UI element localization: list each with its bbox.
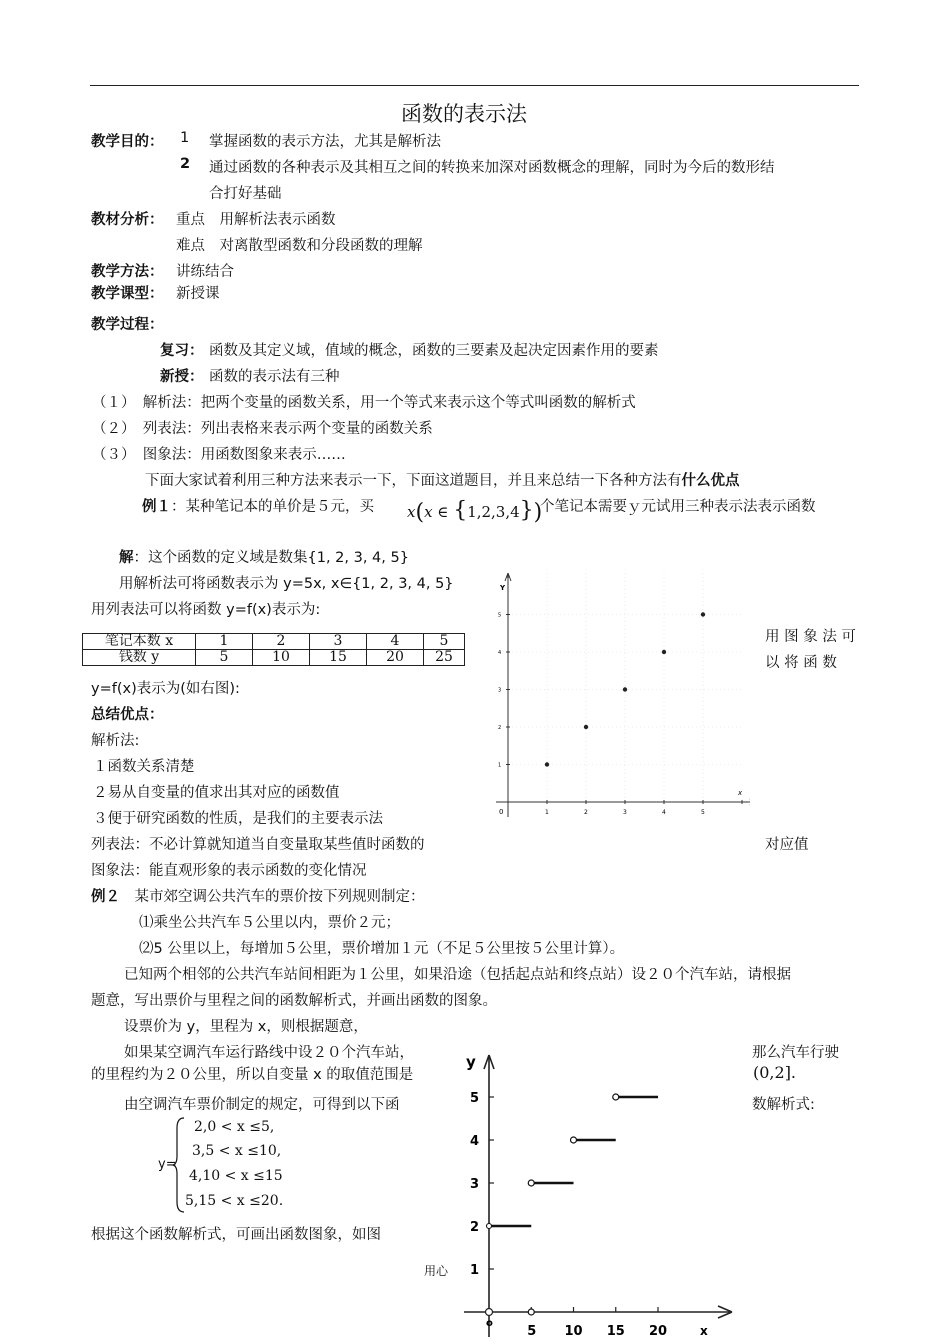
example2-route-a: 如果某空调汽车运行路线中设２０个汽车站， [124, 1045, 414, 1061]
intro-paragraph [145, 469, 740, 490]
summary-graph-method: 图象法：能直观形象的表示函数的变化情况 [91, 863, 367, 879]
summary-table-method-tail: 对应值 [765, 837, 809, 853]
y-tick-label: 5 [498, 612, 502, 619]
method-item-3: （３） 图象法：用函数图象来表示…… [92, 447, 346, 463]
table-cell: 10 [253, 650, 310, 666]
x-tick-label: 15 [606, 1324, 625, 1339]
table-cell: 25 [424, 650, 465, 666]
x-tick-label: 20 [649, 1324, 668, 1339]
goals-label: 教学目的： [91, 134, 164, 150]
origin-label: o [486, 1318, 493, 1329]
x-axis-label: x [700, 1324, 708, 1338]
example1-formula: x(x ∈ {1,2,3,4}) [407, 498, 543, 525]
scatter-point [584, 725, 588, 729]
x-tick-label: 4 [662, 809, 666, 816]
table-cell: 15 [310, 650, 367, 666]
example2-range-b: (0,2]. [753, 1063, 797, 1082]
summary-point-1: １函数关系清楚 [93, 759, 195, 775]
goal-2-text-line1: 通过函数的各种表示及其相互之间的转换来加深对函数概念的理解，同时为今后的数形结 [209, 160, 775, 176]
example2-line [91, 885, 425, 906]
piecewise-line-2: 3,5 < x ≤10, [192, 1143, 282, 1159]
table-row [83, 650, 465, 666]
table-cell: 3 [310, 634, 367, 650]
scatter-chart [488, 565, 750, 825]
solution-line [119, 546, 409, 567]
graph-text-line2: 以 将 函 数 [765, 655, 837, 671]
table-cell: 1 [196, 634, 253, 650]
newlesson-label: 新授： [160, 369, 204, 385]
open-endpoint [528, 1180, 534, 1186]
y-axis-label: y [466, 1053, 476, 1071]
y-tick-label: 5 [470, 1091, 480, 1106]
scatter-point [545, 762, 549, 766]
step-chart [462, 1045, 737, 1344]
axis-point-marker [528, 1309, 534, 1315]
piecewise-line-3: 4,10 < x ≤15 [189, 1168, 283, 1184]
scatter-point [662, 650, 666, 654]
intro-text: 下面大家试着利用三种方法来表示一下，下面这道题目，并且来总结一下各种方法有 [145, 473, 682, 489]
start-marker [487, 1224, 492, 1229]
y-tick-label: 2 [470, 1220, 480, 1235]
solution-table-intro: 用列表法可以将函数 y=f(x)表示为: [91, 602, 321, 618]
method-item-2: （２） 列表法：列出表格来表示两个变量的函数关系 [92, 421, 433, 437]
example2-para-line2: 题意，写出票价与里程之间的函数解析式，并画出函数的图象。 [91, 993, 497, 1009]
x-tick-label: 0 [499, 808, 504, 816]
solution-label: 解 [119, 550, 134, 566]
y-tick-label: 2 [498, 725, 502, 731]
goal-2-number: 2 [180, 156, 191, 172]
example2-route-b: 那么汽车行驶 [752, 1045, 839, 1061]
y-tick-label: 4 [498, 650, 502, 656]
lesson-type-label: 教学课型： [91, 286, 164, 302]
footer-text: 用心 [424, 1264, 449, 1278]
summary-table-method: 列表法：不必计算就知道当自变量取某些值时函数的 [91, 837, 425, 853]
value-table [82, 633, 465, 666]
table-cell: 5 [424, 634, 465, 650]
example2-let: 设票价为 y，里程为 x，则根据题意， [124, 1019, 368, 1035]
x-tick-label: 2 [584, 809, 588, 816]
example2-para-line1: 已知两个相邻的公共汽车站间相距为１公里，如果沿途（包括起点站和终点站）设２０个汽车站，请根据 [124, 967, 791, 983]
table-cell: 4 [367, 634, 424, 650]
analysis-label: 教材分析： [91, 212, 164, 228]
table-row [83, 634, 465, 650]
header-rule [90, 85, 859, 86]
summary-point-2: ２易从自变量的值求出其对应的函数值 [93, 785, 340, 801]
example2-intro: 某市郊空调公共汽车的票价按下列规则制定： [134, 889, 425, 905]
open-endpoint [571, 1137, 577, 1143]
table-row2-label: 钱数 y [83, 650, 196, 666]
example2-rule-b: 数解析式: [752, 1097, 815, 1113]
graph-text-line1: 用 图 象 法 可 [765, 629, 856, 645]
goal-1-text: 掌握函数的表示方法，尤其是解析法 [209, 134, 441, 150]
example2-graph-text: 根据这个函数解析式，可画出函数图象，如图 [91, 1227, 381, 1243]
formula-inner: x ∈ [424, 503, 449, 521]
piecewise-y-eq: y= [158, 1157, 177, 1172]
formula-x: x [407, 503, 416, 521]
example1-text-a: ：某种笔记本的单价是５元，买 [171, 499, 374, 515]
example2-label: 例２ [91, 889, 120, 905]
solution-analytic: 用解析法可将函数表示为 y=5x, x∈{1, 2, 3, 4, 5} [119, 576, 454, 592]
scatter-point [701, 612, 705, 616]
x-tick-label: 5 [701, 809, 705, 816]
scatter-point [623, 687, 627, 691]
piecewise-brace [172, 1116, 186, 1214]
process-label: 教学过程： [91, 317, 164, 333]
open-endpoint [613, 1094, 619, 1100]
formula-set: 1,2,3,4 [467, 503, 520, 521]
x-tick-label: 1 [545, 809, 549, 816]
example2-rule-2: ⑵5 公里以上，每增加５公里，票价增加１元（不足５公里按５公里计算）。 [139, 941, 625, 957]
example1-text-b: 个笔记本需要ｙ元试用三种表示法表示函数 [540, 499, 816, 515]
review-label: 复习： [160, 343, 204, 359]
x-tick-label: 10 [564, 1324, 583, 1339]
y-tick-label: 4 [470, 1134, 480, 1149]
example2-rule-a: 由空调汽车票价制定的规定，可得到以下函 [124, 1097, 400, 1113]
analysis-hard-point: 难点 对离散型函数和分段函数的理解 [176, 238, 423, 254]
table-row1-label: 笔记本数 x [83, 634, 196, 650]
table-cell: 5 [196, 650, 253, 666]
summary-label: 总结优点： [91, 707, 164, 723]
review-text: 函数及其定义域，值域的概念，函数的三要素及起决定因素作用的要素 [209, 343, 659, 359]
y-axis-label: Y [500, 584, 506, 592]
table-cell: 2 [253, 634, 310, 650]
summary-analytic-label: 解析法: [91, 733, 140, 749]
analysis-key-point: 重点 用解析法表示函数 [176, 212, 336, 228]
piecewise-line-1: 2,0 < x ≤5, [194, 1119, 275, 1135]
y-tick-label: 1 [470, 1263, 480, 1278]
x-tick-label: 3 [623, 809, 627, 816]
y-tick-label: 3 [470, 1177, 480, 1192]
method-value: 讲练结合 [176, 264, 234, 280]
piecewise-line-4: 5,15 < x ≤20. [185, 1193, 284, 1209]
solution-text: ：这个函数的定义域是数集{1, 2, 3, 4, 5} [133, 550, 409, 566]
x-tick-label: 5 [527, 1324, 537, 1339]
example2-rule-1: ⑴乘坐公共汽车５公里以内，票价２元； [139, 915, 400, 931]
goal-2-text-line2: 合打好基础 [209, 186, 282, 202]
goal-1-number: 1 [180, 130, 190, 146]
method-label: 教学方法： [91, 264, 164, 280]
newlesson-text: 函数的表示法有三种 [209, 369, 340, 385]
lesson-type-value: 新授课 [176, 286, 220, 302]
method-item-1: （１） 解析法：把两个变量的函数关系，用一个等式来表示这个等式叫函数的解析式 [92, 395, 636, 411]
example1-label: 例１ [142, 499, 171, 515]
y-tick-label: 3 [498, 687, 502, 694]
graph-text-line3: y=f(x)表示为(如右图): [91, 681, 240, 697]
y-tick-label: 1 [498, 762, 502, 769]
origin-marker [486, 1309, 493, 1316]
x-axis-label: x [738, 789, 743, 797]
example2-range-a: 的里程约为２０公里，所以自变量 x 的取值范围是 [91, 1067, 414, 1083]
summary-point-3: ３便于研究函数的性质，是我们的主要表示法 [93, 811, 383, 827]
example1-line [142, 495, 374, 516]
intro-bold: 什么优点 [681, 473, 740, 489]
table-cell: 20 [367, 650, 424, 666]
page-title: 函数的表示法 [401, 102, 527, 126]
